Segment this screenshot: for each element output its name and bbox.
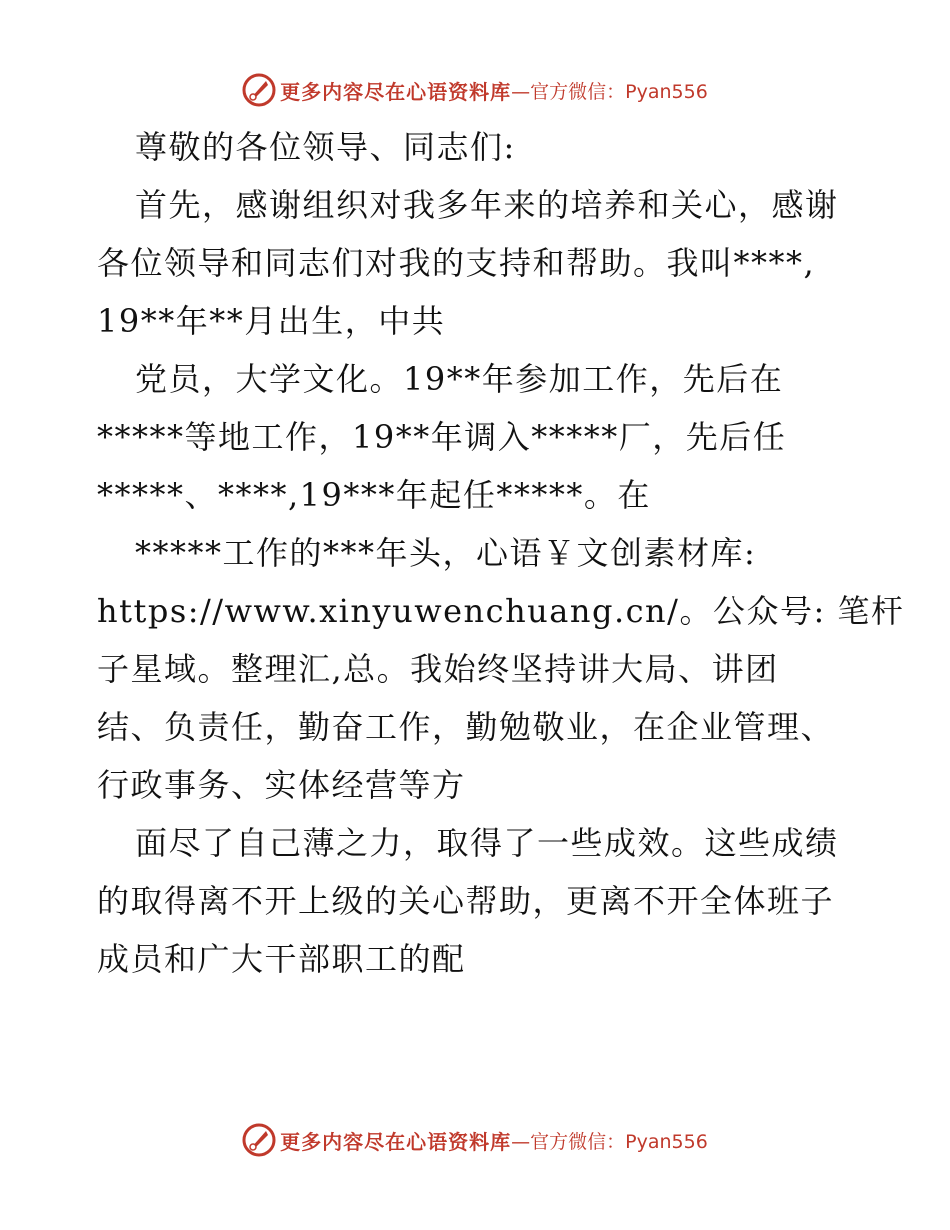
text-line: 结、负责任，勤奋工作，勤勉敬业，在企业管理、 — [97, 708, 835, 746]
header-banner — [0, 70, 950, 110]
text-line: 行政事务、实体经营等方 — [97, 766, 466, 804]
text-line: 的取得离不开上级的关心帮助，更离不开全体班子 — [97, 882, 835, 920]
text-line: 首先，感谢组织对我多年来的培养和关心，感谢 — [135, 186, 839, 224]
header-wechat: —官方微信：Pyan556 — [511, 80, 708, 103]
footer-title: 更多内容尽在心语资料库 — [280, 1129, 512, 1154]
text-line: 党员，大学文化。19**年参加工作，先后在 — [135, 360, 784, 398]
footer-wechat: —官方微信：Pyan556 — [511, 1130, 708, 1153]
text-line: *****、****,19***年起任*****。在 — [97, 476, 651, 514]
text-line: 19**年**月出生，中共 — [97, 302, 446, 340]
text-line: 各位领导和同志们对我的支持和帮助。我叫****, — [97, 244, 816, 282]
document-body — [97, 118, 905, 988]
text-line: 面尽了自己薄之力，取得了一些成效。这些成绩 — [135, 824, 839, 862]
text-line: 成员和广大干部职工的配 — [97, 940, 466, 978]
quill-logo-icon — [242, 1123, 276, 1157]
header-title: 更多内容尽在心语资料库 — [280, 79, 512, 104]
quill-logo-icon — [242, 73, 276, 107]
text-line: *****等地工作，19**年调入*****厂，先后任 — [97, 418, 787, 456]
text-line: 子星域。整理汇,总。我始终坚持讲大局、讲团 — [97, 650, 779, 688]
text-line: 尊敬的各位领导、同志们: — [135, 128, 516, 166]
text-line: *****工作的***年头，心语￥文创素材库: — [135, 534, 757, 572]
footer-banner — [0, 1120, 950, 1160]
text-line: https://www.xinyuwenchuang.cn/。公众号: 笔杆 — [97, 592, 905, 630]
